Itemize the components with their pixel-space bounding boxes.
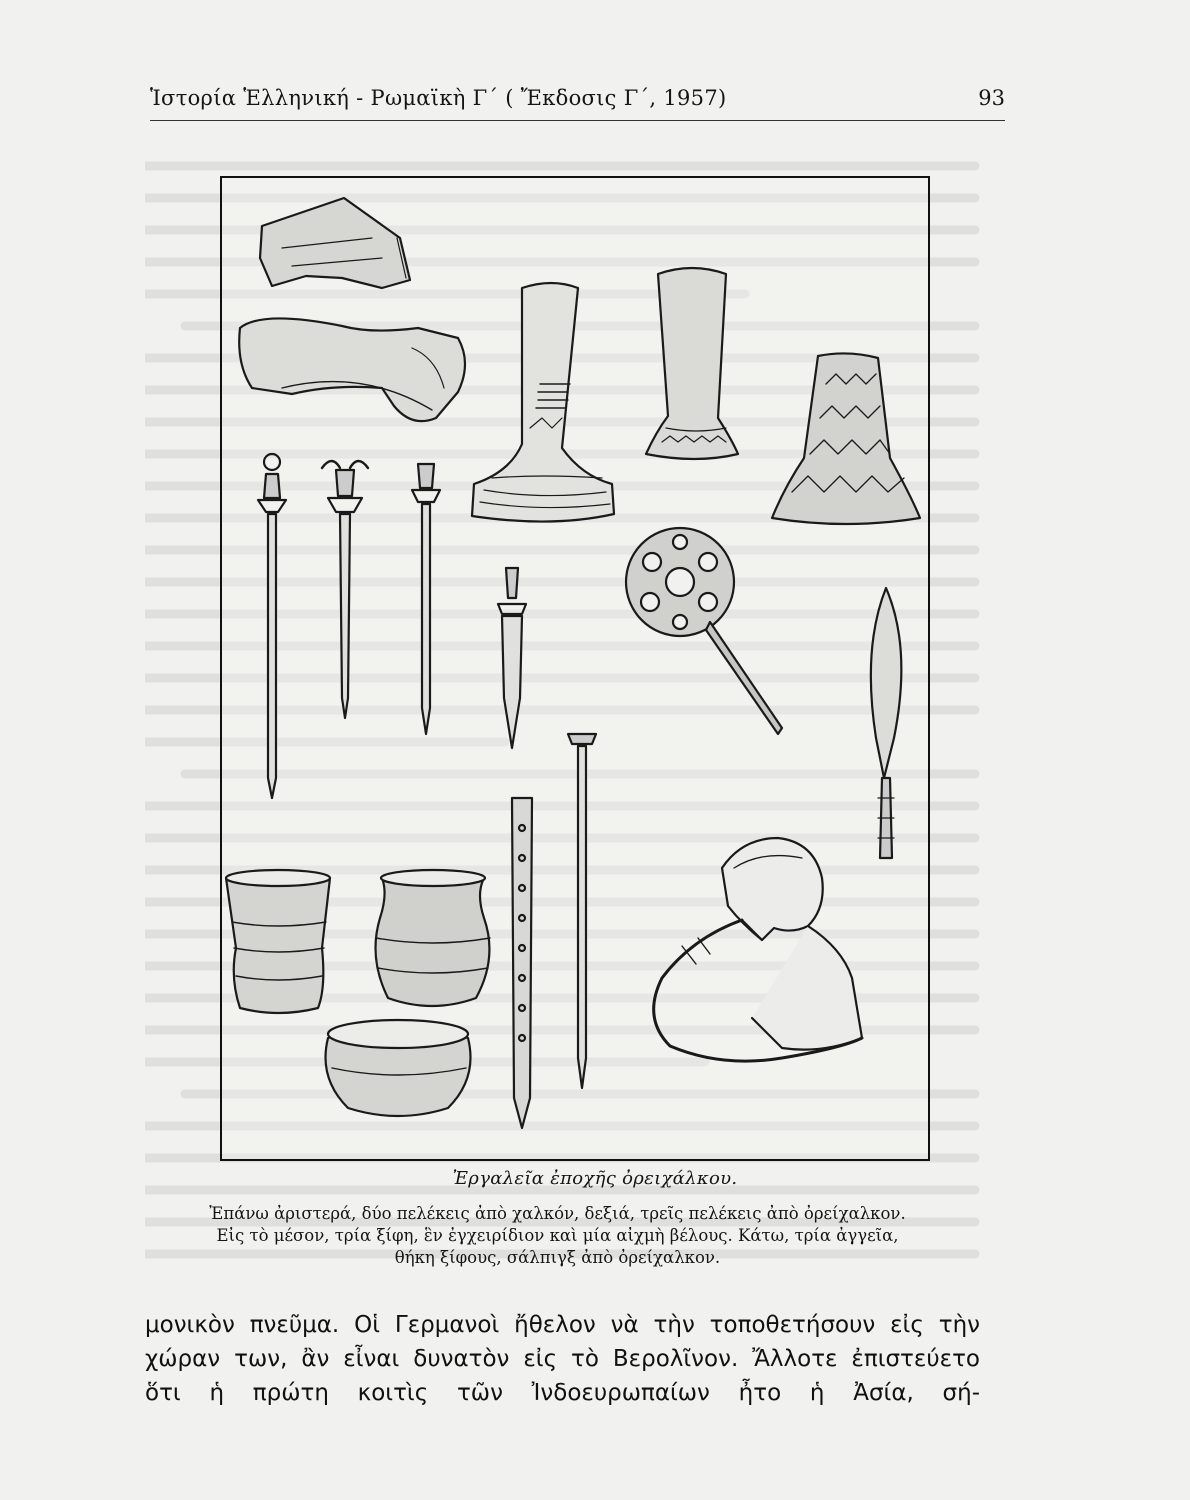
caption-line: Ἐπάνω ἀριστερά, δύο πελέκεις ἀπὸ χαλκόν, δεξιά, τρεῖς πελέκεις ἀπὸ ὀρείχαλκον. [209, 1204, 906, 1223]
sword-sheath-drawing [512, 798, 532, 1128]
socketed-axe-center-drawing [472, 283, 614, 522]
bronze-axe-right-1-drawing [646, 268, 738, 459]
vessel-1-drawing [226, 870, 330, 1013]
vessel-3-bowl-drawing [326, 1020, 471, 1116]
page-number: 93 [978, 86, 1005, 110]
vessel-2-drawing [376, 870, 491, 1006]
tools-illustration [222, 178, 928, 1159]
sword-4-drawing [568, 734, 596, 1088]
running-title: Ἱστορία Ἑλληνική - Ρωμαϊκὴ Γ΄ ( Ἔκδοσις Γ΄, 1957) [150, 86, 727, 110]
dagger-drawing [498, 568, 526, 748]
copper-axe-2-drawing [239, 318, 465, 421]
bronze-axe-right-2-drawing [772, 353, 920, 524]
sword-2-drawing [322, 461, 368, 718]
decorated-disc-drawing [626, 528, 782, 734]
figure-caption [130, 1203, 985, 1269]
body-line: μονικὸν πνεῦμα. Οἱ Γερμανοὶ ἤθελον νὰ τὴν τοποθετήσουν εἰς τὴν [145, 1312, 980, 1338]
figure-blowing-horn-drawing [654, 838, 862, 1061]
sword-1-drawing [258, 454, 286, 798]
figure-title: Ἐργαλεῖα ἐποχῆς ὀρειχάλκου. [452, 1168, 738, 1189]
body-line: χώραν των, ἂν εἶναι δυνατὸν εἰς τὸ Βερολῖνον. Ἄλλοτε ἐπιστεύετο [145, 1346, 980, 1372]
copper-axe-1-drawing [260, 198, 410, 288]
caption-line: θήκη ξίφους, σάλπιγξ ἀπὸ ὀρείχαλκον. [394, 1248, 721, 1267]
spearhead-drawing [871, 588, 902, 858]
body-line: ὅτι ἡ πρώτη κοιτὶς τῶν Ἰνδοευρωπαίων ἦτο ἡ Ἀσία, σή- [145, 1380, 980, 1406]
body-paragraph [145, 1308, 980, 1410]
bronze-age-tools-figure [220, 176, 930, 1161]
running-header [150, 86, 1005, 121]
sword-3-drawing [412, 464, 440, 734]
caption-line: Εἰς τὸ μέσον, τρία ξίφη, ἓν ἐγχειρίδιον καὶ μία αἰχμὴ βέλους. Κάτω, τρία ἀγγεῖα, [216, 1226, 899, 1245]
